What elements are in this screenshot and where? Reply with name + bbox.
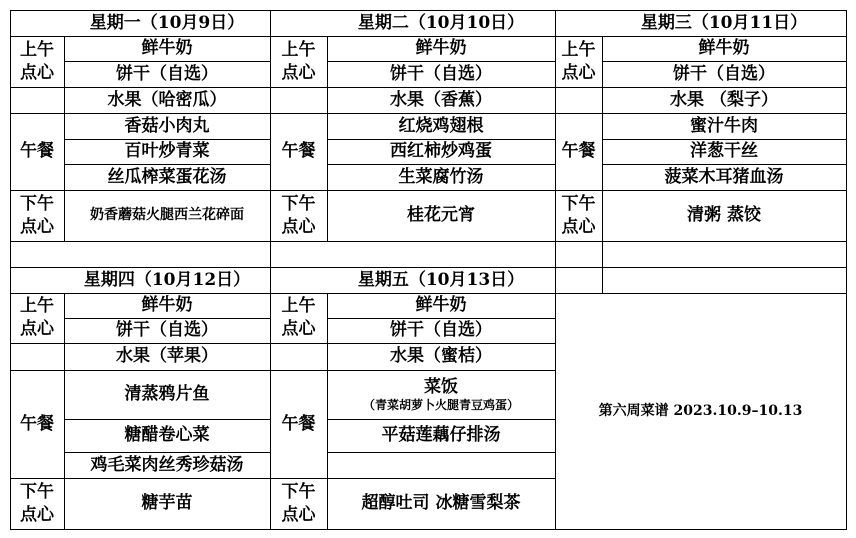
grid-line <box>602 241 603 293</box>
fruit-item: 水果（蜜桔） <box>390 346 492 367</box>
label-line: 上午 <box>561 39 596 60</box>
fruit-item: 水果（苹果） <box>116 346 218 367</box>
lunch-label: 午餐 <box>20 141 54 162</box>
lunch-label: 午餐 <box>561 141 596 162</box>
menu-item: 鲜牛奶 <box>415 38 467 59</box>
label-line: 点心 <box>561 62 596 83</box>
am-snack-label <box>270 36 327 87</box>
label-line: 点心 <box>561 216 596 237</box>
label-line: 点心 <box>20 216 54 237</box>
am-snack-label <box>10 36 64 87</box>
pm-snack-label <box>555 190 602 241</box>
label-line: 点心 <box>281 504 316 525</box>
label-line: 下午 <box>281 481 316 502</box>
menu-item: 蜜汁牛肉 <box>690 115 758 136</box>
menu-item: 丝瓜榨菜蛋花汤 <box>107 166 227 187</box>
label-line: 下午 <box>561 193 596 214</box>
am-snack-label <box>10 293 64 343</box>
pm-snack-label <box>10 190 64 241</box>
menu-item: 饼干（自选） <box>116 320 218 341</box>
dish-name: 菜饭 <box>424 377 458 398</box>
menu-item: 桂花元宵 <box>407 205 475 226</box>
day-header-wed: 星期三（10月11日） <box>640 12 808 33</box>
menu-item: 清粥 蒸饺 <box>687 205 761 226</box>
grid-line <box>327 452 555 453</box>
grid-line <box>10 529 846 530</box>
lunch-label: 午餐 <box>20 413 54 434</box>
menu-item: 鲜牛奶 <box>141 295 193 316</box>
day-header-thu: 星期四（10月12日） <box>83 269 251 290</box>
menu-item: 饼干（自选） <box>390 63 492 84</box>
menu-item: 香菇小肉丸 <box>124 115 210 136</box>
label-line: 下午 <box>20 481 54 502</box>
menu-item <box>327 370 555 419</box>
pm-snack-label <box>10 478 64 529</box>
label-line: 下午 <box>281 193 316 214</box>
day-header-mon: 星期一（10月9日） <box>89 12 245 33</box>
fruit-item: 水果（哈密瓜） <box>107 89 227 110</box>
label-line: 点心 <box>281 216 316 237</box>
menu-item: 糖芋苗 <box>141 493 193 514</box>
fruit-item: 水果（香蕉） <box>390 89 492 110</box>
menu-item: 超醇吐司 冰糖雪梨茶 <box>361 493 521 514</box>
menu-item: 鸡毛菜肉丝秀珍菇汤 <box>90 454 244 475</box>
menu-item: 奶香蘑菇火腿西兰花碎面 <box>90 207 244 224</box>
dish-detail: （青菜胡萝卜火腿青豆鸡蛋） <box>362 397 519 412</box>
label-line: 点心 <box>20 62 54 83</box>
menu-item: 红烧鸡翅根 <box>398 115 484 136</box>
label-line: 上午 <box>20 296 54 317</box>
label-line: 点心 <box>281 319 316 339</box>
menu-item: 洋葱干丝 <box>690 141 758 162</box>
menu-item: 百叶炒青菜 <box>124 141 210 162</box>
menu-item: 菠菜木耳猪血汤 <box>664 166 784 187</box>
am-snack-label <box>555 36 602 87</box>
grid-line <box>10 241 846 242</box>
pm-snack-label <box>270 478 327 529</box>
menu-item: 平菇莲藕仔排汤 <box>381 425 501 446</box>
label-line: 上午 <box>20 39 54 60</box>
day-header-tue: 星期二（10月10日） <box>357 12 525 33</box>
label-line: 上午 <box>281 39 316 60</box>
label-line: 点心 <box>20 504 54 525</box>
menu-item: 饼干（自选） <box>390 320 492 341</box>
menu-item: 鲜牛奶 <box>698 38 750 59</box>
menu-item: 清蒸鸦片鱼 <box>124 384 210 405</box>
menu-item: 生菜腐竹汤 <box>398 166 484 187</box>
label-line: 点心 <box>20 319 54 339</box>
week-title: 第六周菜谱 2023.10.9–10.13 <box>598 402 803 419</box>
label-line: 上午 <box>281 296 316 317</box>
am-snack-label <box>270 293 327 343</box>
day-header-fri: 星期五（10月13日） <box>357 269 525 290</box>
pm-snack-label <box>270 190 327 241</box>
lunch-label: 午餐 <box>281 141 316 162</box>
grid-line <box>846 10 847 530</box>
lunch-label: 午餐 <box>281 413 316 434</box>
fruit-item: 水果 （梨子） <box>670 89 778 110</box>
label-line: 点心 <box>281 62 316 83</box>
menu-item: 鲜牛奶 <box>415 295 467 316</box>
menu-item: 饼干（自选） <box>673 63 775 84</box>
menu-item: 西红柿炒鸡蛋 <box>390 141 492 162</box>
menu-item: 饼干（自选） <box>116 63 218 84</box>
menu-item: 鲜牛奶 <box>141 38 193 59</box>
label-line: 下午 <box>20 193 54 214</box>
menu-item: 糖醋卷心菜 <box>124 425 210 446</box>
